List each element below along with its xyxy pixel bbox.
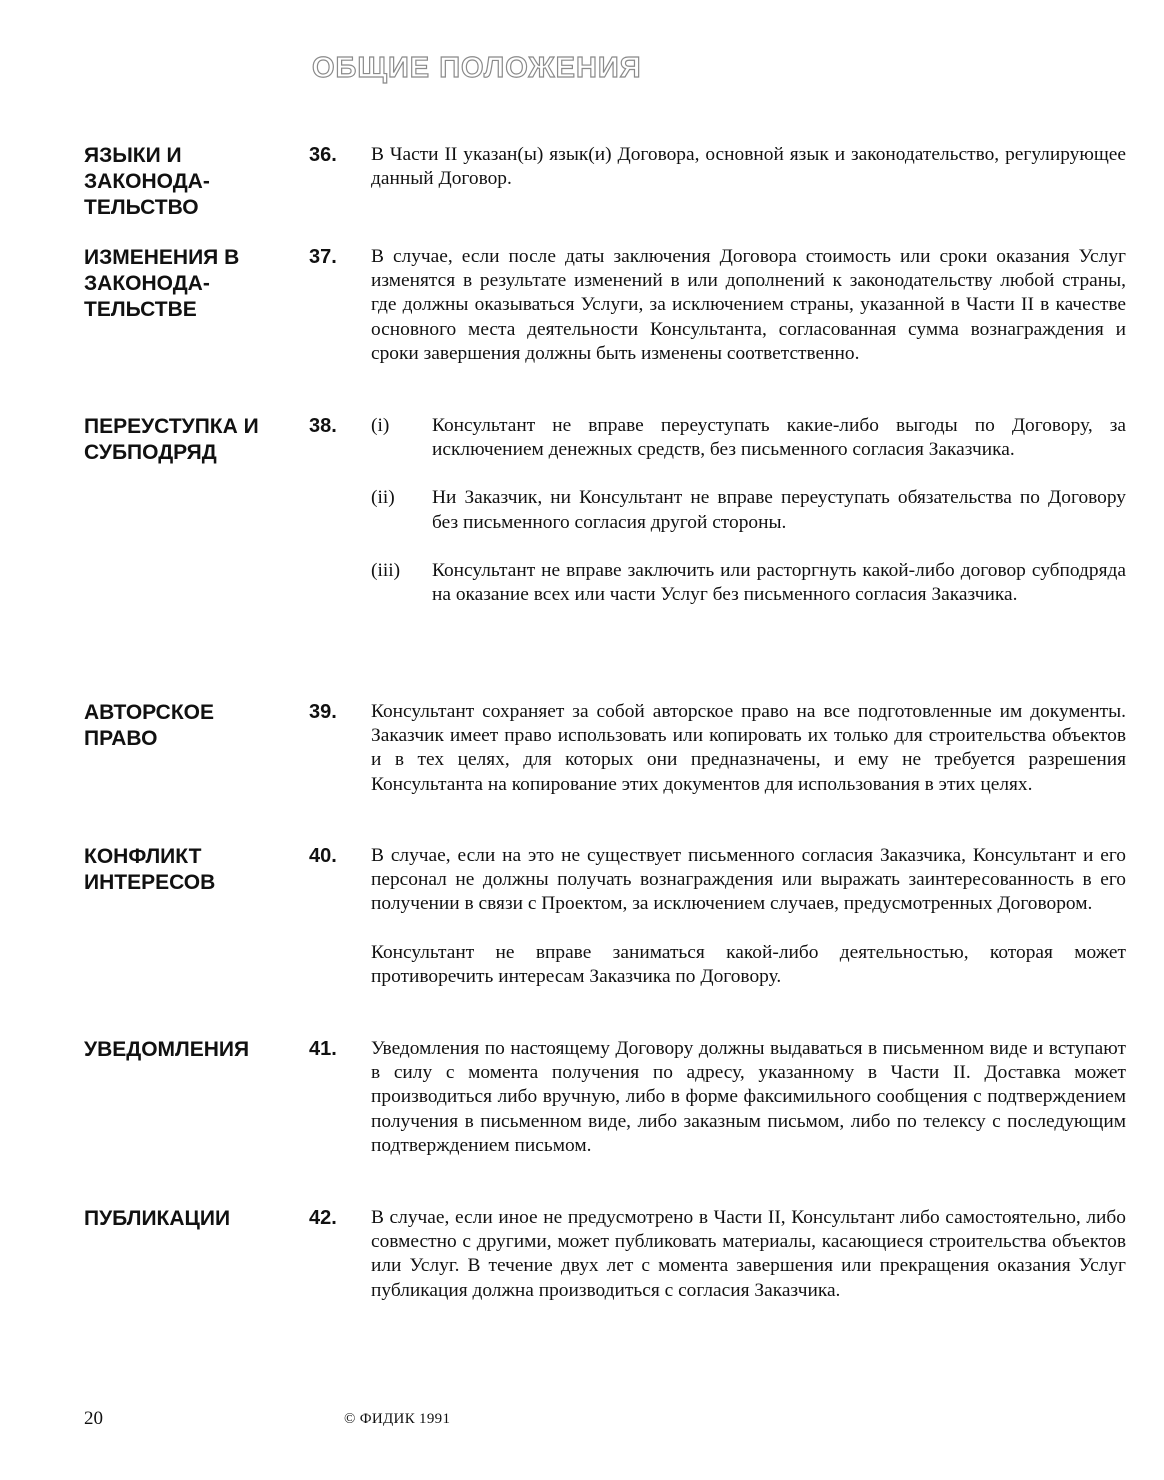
clause-number: 40. [309, 845, 337, 867]
clause-body [371, 143, 1126, 191]
clause-body [371, 245, 1126, 366]
sub-item-text: Ни Заказчик, ни Консультант не вправе переуступать обязательства по Договору без письменного согласия другой стороны. [432, 487, 1126, 533]
clause-body [371, 700, 1126, 797]
clause-body [371, 1037, 1126, 1158]
clause-number: 36. [309, 144, 337, 166]
clause-heading: АВТОРСКОЕ ПРАВО [84, 701, 214, 750]
sub-item [371, 559, 1126, 607]
clause-paragraph: Консультант не вправе заниматься какой-либо деятельностью, которая может противоречить интересам Заказчика по Договору. [371, 941, 1126, 987]
clause-heading: КОНФЛИКТ ИНТЕРЕСОВ [84, 845, 216, 894]
clause-paragraph: В случае, если после даты заключения Договора стоимость или сроки оказания Услуг изменятся в результате изменений в или дополнений к законодательству любой страны, где должны оказываться Услуги, за исключением страны, указанной в Части II в качестве основного места деятельности Консультанта, согласованная сумма вознаграждения и сроки завершения должны быть изменены соответственно. [371, 246, 1126, 364]
clause-heading: ЯЗЫКИ И ЗАКОНОДА- ТЕЛЬСТВО [84, 144, 210, 219]
sub-item [371, 414, 1126, 462]
sub-item-number: (ii) [371, 487, 395, 509]
clause-number: 42. [309, 1207, 337, 1229]
clause-body [371, 844, 1126, 989]
sub-item-text: Консультант не вправе переуступать какие-либо выгоды по Договору, за исключением денежных средств, без письменного согласия Заказчика. [432, 415, 1126, 461]
clause-number: 37. [309, 246, 337, 268]
copyright-notice: © ФИДИК 1991 [344, 1411, 451, 1427]
clause-body [371, 1206, 1126, 1303]
clause-heading: ПЕРЕУСТУПКА И СУБПОДРЯД [84, 415, 259, 464]
page-number: 20 [84, 1408, 103, 1429]
page-title: ОБЩИЕ ПОЛОЖЕНИЯ [312, 52, 642, 84]
clause-paragraph: В случае, если иное не предусмотрено в Части II, Консультант либо самостоятельно, либо совместно с другими, может публиковать материалы, касающиеся строительства объектов или Услуг. В течение двух лет с момента завершения или прекращения оказания Услуг публикация должна производиться с согласия Заказчика. [371, 1207, 1126, 1301]
sub-item-number: (iii) [371, 559, 401, 581]
clause-number: 38. [309, 415, 337, 437]
clause-paragraph: В Части II указан(ы) язык(и) Договора, основной язык и законодательство, регулирующее данный Договор. [371, 144, 1126, 190]
clause-heading: УВЕДОМЛЕНИЯ [84, 1038, 250, 1061]
clause-number: 41. [309, 1038, 337, 1060]
sub-item-number: (i) [371, 415, 390, 436]
clause-heading: ИЗМЕНЕНИЯ В ЗАКОНОДА- ТЕЛЬСТВЕ [84, 246, 240, 321]
clause-paragraph: В случае, если на это не существует письменного согласия Заказчика, Консультант и его персонал не должны получать вознаграждения или выражать заинтересованность в его получении в связи с Проектом, за исключением случаев, предусмотренных Договором. [371, 845, 1126, 915]
clause-heading: ПУБЛИКАЦИИ [84, 1207, 231, 1230]
clause-paragraph: Консультант сохраняет за собой авторское право на все подготовленные им документы. Заказчик имеет право использовать или копировать их только для строительства объектов и в тех целях, для которых они предназначены, и ему не требуется разрешения Консультанта на копирование этих документов для использования в этих целях. [371, 701, 1126, 795]
clause-body [371, 414, 1126, 607]
sub-item [371, 486, 1126, 534]
clause-paragraph: Уведомления по настоящему Договору должны выдаваться в письменном виде и вступают в силу с момента получения по адресу, указанному в Части II. Доставка может производиться либо вручную, либо в форме факсимильного сообщения с подтверждением получения в письменном виде, либо заказным письмом, либо по телексу с последующим подтверждением письмом. [371, 1038, 1126, 1156]
sub-item-text: Консультант не вправе заключить или расторгнуть какой-либо договор субподряда на оказание всех или части Услуг без письменного согласия Заказчика. [432, 559, 1126, 606]
clause-number: 39. [309, 701, 337, 723]
